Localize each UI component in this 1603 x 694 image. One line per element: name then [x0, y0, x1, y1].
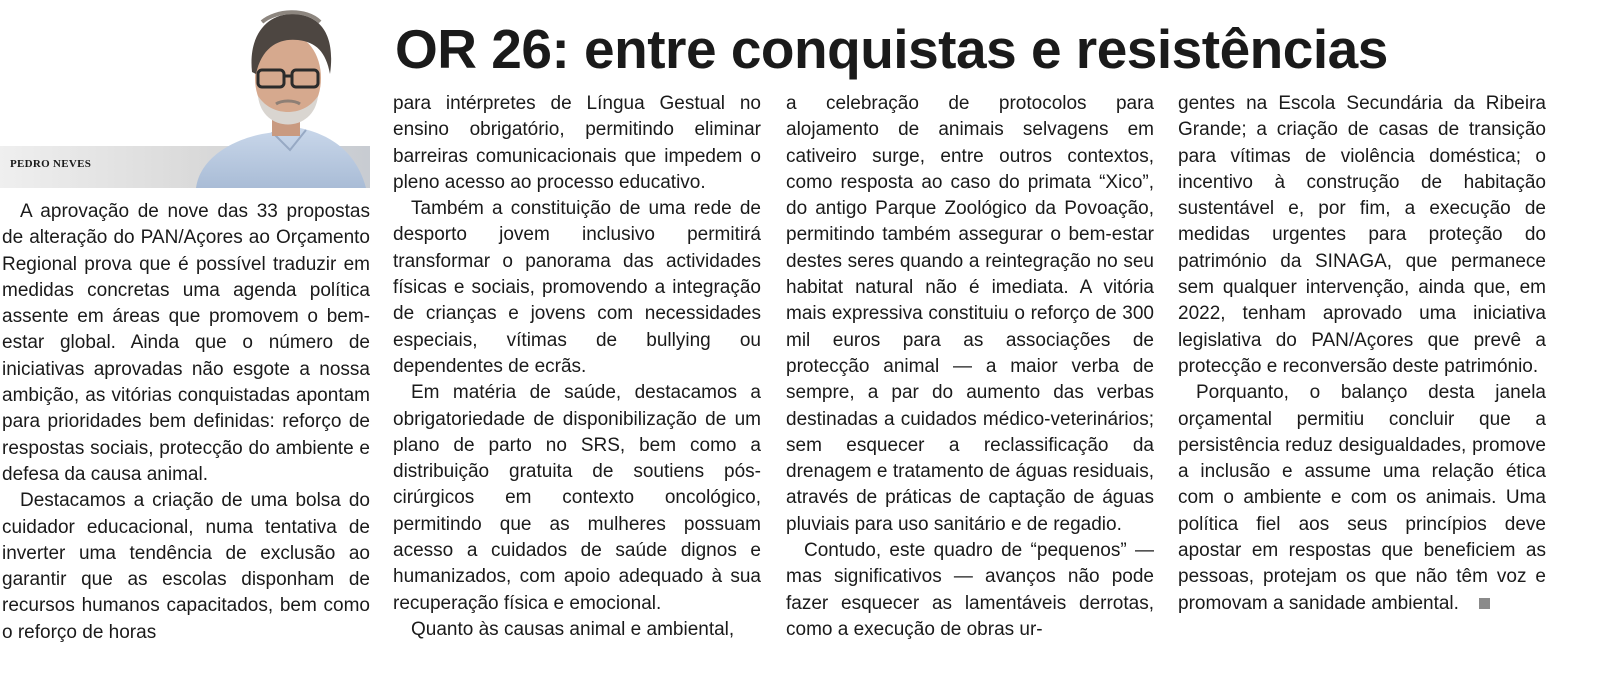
column-paragraph: Destacamos a criação de uma bolsa do cuidador educacional, numa tentativa de inverter uma tendência de exclusão ao garantir que as escolas disponham de recursos humanos capacitados, bem como o reforço de horas: [2, 490, 370, 643]
column-paragraph: Quanto às causas animal e ambiental,: [411, 618, 735, 640]
article-column-1: [2, 199, 370, 679]
column-paragraph: Também a constituição de uma rede de desporto jovem inclusivo permitirá transformar o panorama das actividades físicas e sociais, promovendo a integração de crianças e jovens com necessidades especiais, vítimas de bullying ou dependentes de ecrãs.: [393, 198, 761, 377]
column-paragraph-text: Porquanto, o balanço desta janela orçamental permitiu concluir que a persistência reduz desigualdades, promove a inclusão e assume uma relação ética com o ambiente e com os animais. Uma política fiel aos seus princípios deve apostar em respostas que beneficiem as pessoas, protejam os que não têm voz e promovam a sanidade ambiental.: [1178, 382, 1546, 614]
column-paragraph: a celebração de protocolos para alojamento de animais selvagens em cativeiro surge, entre outros contextos, como resposta ao caso do primata “Xico”, do antigo Parque Zoológico da Povoação, permitindo também assegurar o bem-estar destes seres quando a reintegração no seu habitat natural não é imediata. A vitória mais expressiva constituiu o reforço de 300 mil euros para as associações de protecção animal — a maior verba de sempre, a par do aumento das verbas destinadas a cuidados médico-veterinários; sem esquecer a reclassificação da drenagem e tratamento de águas residuais, através de práticas de captação de águas pluviais para uso sanitário e de regadio.: [786, 93, 1154, 535]
column-paragraph: [1178, 380, 1546, 617]
article-column-4: [1178, 91, 1546, 681]
end-of-article-icon: [1479, 598, 1490, 609]
column-paragraph: Em matéria de saúde, destacamos a obrigatoriedade de disponibilização de um plano de parto no SRS, bem como a distribuição gratuita de soutiens pós-cirúrgicos em contexto oncológico, permitindo que as mulheres possuam acesso a cuidados de saúde dignos e humanizados, com apoio adequado à sua recuperação física e emocional.: [393, 382, 761, 614]
article-column-3: [786, 91, 1154, 681]
column-paragraph: gentes na Escola Secundária da Ribeira Grande; a criação de casas de transição para vítimas de violência doméstica; o incentivo à construção de habitação sustentável e, por fim, a execução de medidas urgentes para proteção do património da SINAGA, que permanece sem qualquer intervenção, ainda que, em 2022, tenham aprovado uma iniciativa legislativa do PAN/Açores que prevê a protecção e reconversão deste património.: [1178, 93, 1546, 377]
article-title: OR 26: entre conquistas e resistências: [395, 18, 1388, 80]
column-paragraph: A aprovação de nove das 33 propostas de alteração do PAN/Açores ao Orçamento Regional prova que é possível traduzir em medidas concretas uma agenda política assente em áreas que promovem o bem-estar global. Ainda que o número de iniciativas aprovadas não esgote a nossa ambição, as vitórias conquistadas apontam para prioridades bem definidas: reforço de respostas sociais, protecção do ambiente e defesa da causa animal.: [2, 201, 370, 485]
column-paragraph: para intérpretes de Língua Gestual no ensino obrigatório, permitindo eliminar barreiras comunicacionais que impedem o pleno acesso ao processo educativo.: [393, 93, 761, 193]
column-paragraph: Contudo, este quadro de “pequenos” — mas significativos — avanços não pode fazer esquecer as lamentáveis derrotas, como a execução de obras ur-: [786, 540, 1154, 640]
author-byline: PEDRO NEVES: [10, 158, 92, 170]
article-column-2: [393, 91, 761, 681]
